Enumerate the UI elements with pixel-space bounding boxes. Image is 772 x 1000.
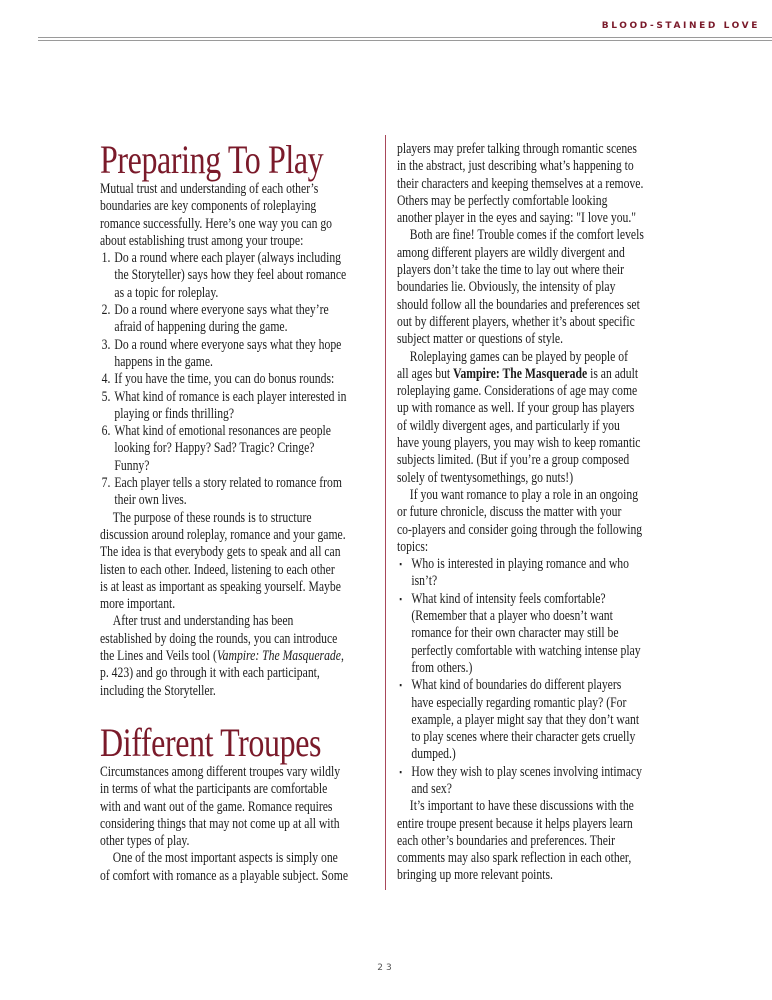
text-line: from others.)	[411, 659, 473, 676]
paragraph	[397, 227, 665, 348]
list-item	[397, 677, 665, 763]
text-line: Both are fine! Trouble comes if the comfort levels	[409, 227, 644, 244]
text-line	[100, 648, 376, 665]
section-heading: Preparing To Play	[100, 137, 324, 182]
text-line: subjects limited. (But if you’re a group composed	[397, 452, 630, 469]
bullet-icon: ▪	[399, 766, 402, 777]
text-line: subject matter or questions of style.	[397, 331, 564, 348]
list-item	[100, 302, 376, 337]
text-line: The idea is that everybody gets to speak and all can	[100, 544, 341, 561]
text-line: another player in the eyes and saying: "I love you."	[397, 210, 637, 227]
text-line: What kind of intensity feels comfortable?	[411, 590, 606, 607]
text-segment: the Lines and Veils tool (	[100, 648, 217, 665]
text-line: (Remember that a player who doesn’t want	[411, 608, 613, 625]
text-line: have young players, you may wish to keep romantic	[397, 435, 641, 452]
text-line: What kind of romance is each player interested in	[114, 388, 347, 405]
text-line: including the Storyteller.	[100, 682, 216, 699]
bullet-icon: ▪	[399, 593, 402, 604]
text-line: Circumstances among different troupes vary wildly	[100, 763, 341, 780]
text-line: should follow all the boundaries and preferences set	[397, 296, 640, 313]
text-line: about establishing trust among your troupe:	[100, 232, 304, 249]
paragraph	[397, 349, 665, 487]
paragraph	[397, 487, 665, 556]
left-column	[100, 138, 376, 885]
paragraph	[397, 798, 665, 884]
text-line: If you have the time, you can do bonus rounds:	[114, 371, 335, 388]
paragraph	[100, 764, 376, 850]
right-column	[397, 141, 665, 885]
text-line: Funny?	[114, 457, 150, 474]
text-line: or future chronicle, discuss the matter with your	[397, 504, 622, 521]
text-line: bringing up more relevant points.	[397, 867, 553, 884]
text-segment: all ages but	[397, 365, 454, 382]
text-line: dumped.)	[411, 746, 456, 763]
text-line: Others may be perfectly comfortable looking	[397, 192, 608, 209]
running-header-title: BLOOD-STAINED LOVE	[601, 21, 760, 31]
list-number: 5.	[101, 388, 111, 405]
text-line: players may prefer talking through romantic scenes	[397, 141, 637, 157]
text-line: the Storyteller) says how they feel about romance	[114, 267, 347, 284]
header-rule	[38, 37, 772, 38]
text-line: boundaries are key components of roleplaying	[100, 198, 317, 215]
list-number: 1.	[101, 250, 111, 267]
list-number: 7.	[101, 475, 111, 492]
text-line: How they wish to play scenes involving intimacy	[411, 763, 642, 780]
list-item	[397, 591, 665, 677]
text-line: happens in the game.	[114, 353, 213, 370]
text-line: After trust and understanding has been	[112, 613, 294, 630]
emphasized-title: Vampire: The Masquerade	[216, 648, 341, 665]
text-line: roleplaying game. Considerations of age may come	[397, 383, 638, 400]
text-line: playing or finds thrilling?	[114, 405, 235, 422]
list-item	[100, 423, 376, 475]
text-line: established by doing the rounds, you can introduce	[100, 630, 338, 647]
text-line: other types of play.	[100, 833, 190, 850]
text-line: Who is interested in playing romance and who	[411, 556, 629, 573]
text-segment: ,	[340, 648, 344, 665]
text-line: Each player tells a story related to romance from	[114, 475, 342, 492]
text-line: in terms of what the participants are comfortable	[100, 781, 328, 798]
text-line: Do a round where each player (always including	[114, 250, 342, 267]
list-number: 4.	[101, 371, 111, 388]
text-line: Mutual trust and understanding of each other’s	[100, 181, 319, 197]
list-item	[397, 764, 665, 799]
text-line: considering things that may not come up at all with	[100, 815, 340, 832]
text-line: solely of twentysomethings, go nuts!)	[397, 469, 574, 486]
text-line: up with romance as well. If your group has players	[397, 400, 635, 417]
text-line: If you want romance to play a role in an ongoing	[409, 486, 639, 503]
text-line: perfectly comfortable with watching intense play	[411, 642, 641, 659]
text-line: of wildly divergent ages, and particularly if you	[397, 417, 620, 434]
text-line: What kind of boundaries do different players	[411, 677, 622, 694]
page-number: 23	[377, 963, 395, 973]
text-line: is at least as important as speaking yourself. Maybe	[100, 578, 341, 595]
text-line: out by different players, whether it’s about specific	[397, 313, 635, 330]
paragraph	[100, 613, 376, 699]
header-rule	[38, 40, 772, 41]
text-line: as a topic for roleplay.	[114, 284, 219, 301]
text-line: afraid of happening during the game.	[114, 319, 288, 336]
list-item	[100, 250, 376, 302]
text-line: of comfort with romance as a playable subject. Some	[100, 867, 349, 884]
text-line: It’s important to have these discussions with the	[409, 798, 634, 815]
text-line: more important.	[100, 596, 176, 613]
text-line: boundaries lie. Obviously, the intensity of play	[397, 279, 616, 296]
list-item	[100, 389, 376, 424]
list-item	[100, 337, 376, 372]
text-line: What kind of emotional resonances are people	[114, 423, 331, 440]
text-line: discussion around roleplay, romance and your game.	[100, 526, 346, 543]
text-line: isn’t?	[411, 573, 438, 590]
text-line: romance successfully. Here’s one way you can go	[100, 215, 333, 232]
text-line: to play scenes where their character gets cruelly	[411, 729, 636, 746]
paragraph	[100, 181, 376, 250]
text-line: their own lives.	[114, 492, 187, 509]
text-line: and sex?	[411, 780, 452, 797]
text-line: p. 423) and go through it with each participant,	[100, 665, 320, 682]
text-line: listen to each other. Indeed, listening to each other	[100, 561, 335, 578]
list-number: 6.	[101, 423, 111, 440]
text-line: Do a round where everyone says what they hope	[114, 336, 342, 353]
text-line: comments may also spark reflection in each other,	[397, 850, 632, 867]
list-number: 3.	[101, 336, 111, 353]
text-segment: is an adult	[587, 365, 639, 382]
text-line: with and want out of the game. Romance requires	[100, 798, 333, 815]
text-line: topics:	[397, 538, 429, 555]
text-line: Roleplaying games can be played by people of	[409, 348, 628, 365]
text-line: among different players are wildly divergent and	[397, 244, 625, 261]
text-line: entire troupe present because it helps players learn	[397, 815, 633, 832]
emphasized-title: Vampire: The Masquerade	[453, 365, 588, 382]
text-line: looking for? Happy? Sad? Tragic? Cringe?	[114, 440, 315, 457]
text-line: co-players and consider going through the following	[397, 521, 643, 538]
list-item	[397, 556, 665, 591]
text-line: in the abstract, just describing what’s happening to	[397, 158, 634, 175]
text-line: One of the most important aspects is simply one	[112, 850, 338, 867]
paragraph	[100, 850, 376, 885]
text-line: Do a round where everyone says what they’re	[114, 302, 329, 319]
paragraph	[100, 510, 376, 614]
paragraph	[397, 141, 665, 227]
text-line: their characters and keeping themselves at a remove.	[397, 175, 644, 192]
text-line: The purpose of these rounds is to structure	[112, 509, 312, 526]
text-line	[397, 366, 665, 383]
text-line: have especially regarding romantic play? (For	[411, 694, 627, 711]
list-number: 2.	[101, 302, 111, 319]
column-divider	[385, 135, 386, 890]
text-line: each other’s boundaries and preferences. Their	[397, 832, 616, 849]
list-item	[100, 371, 376, 388]
section-heading: Different Troupes	[100, 719, 322, 765]
text-line: players don’t take the time to lay out where their	[397, 262, 625, 279]
list-item	[100, 475, 376, 510]
text-line: romance for their own character may still be	[411, 625, 619, 642]
bullet-icon: ▪	[399, 680, 402, 691]
bullet-icon: ▪	[399, 559, 402, 570]
text-line: example, a player might say that they don’t want	[411, 711, 640, 728]
